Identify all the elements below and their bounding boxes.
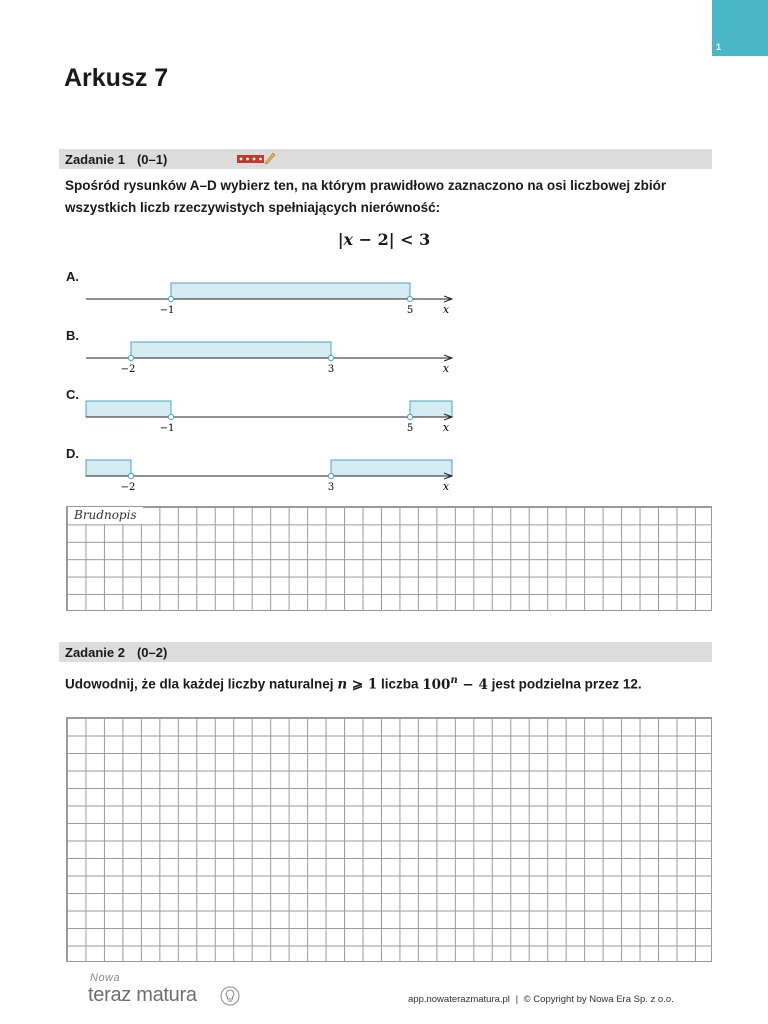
formula-variable: x: [343, 230, 354, 249]
scratch-label: Brudnopis: [68, 507, 143, 524]
formula-rest: − 2| < 3: [353, 230, 431, 249]
option-d-endpoint-left: [128, 473, 133, 478]
option-a-endpoint-left: [168, 296, 173, 301]
task2-text-before: Udowodnij, że dla każdej liczby naturalnej: [65, 676, 338, 692]
task2-points: (0–2): [136, 645, 168, 660]
option-b-number-line[interactable]: [86, 339, 458, 383]
option-b-tick-right: 3: [327, 364, 335, 375]
footer-url[interactable]: app.nowaterazmatura.pl: [408, 994, 510, 1005]
task2-math-n: n ⩾ 1: [337, 676, 378, 693]
option-c-endpoint-left: [168, 414, 173, 419]
task1-points: (0–1): [136, 152, 168, 167]
option-d-number-line[interactable]: [86, 457, 458, 501]
sheet-title: Arkusz 7: [64, 64, 169, 92]
option-c-number-line[interactable]: [86, 398, 458, 442]
task1-text-line2: wszystkich liczb rzeczywistych spełniających nierówność:: [65, 200, 441, 215]
footer-separator: |: [515, 994, 519, 1005]
option-b-label[interactable]: B.: [66, 328, 79, 343]
task2-text: [65, 668, 642, 696]
lightbulb-icon: [220, 986, 240, 1006]
footer-text: [408, 994, 674, 1005]
option-a-shaded-interval: [171, 283, 410, 299]
option-c-label[interactable]: C.: [66, 387, 79, 402]
option-b-shaded-interval: [131, 342, 331, 358]
task2-header: [59, 642, 712, 662]
option-d-endpoint-right: [328, 473, 333, 478]
option-d-tick-left: −2: [120, 482, 136, 493]
page-number: 1: [716, 42, 722, 52]
footer-logo: [88, 972, 248, 1012]
task1-formula: [0, 230, 768, 249]
task2-math-expression: $100^n - 4$: [422, 675, 488, 693]
option-a-label[interactable]: A.: [66, 269, 79, 284]
option-b-axis-label: x: [442, 362, 450, 375]
option-a-number-line[interactable]: [86, 280, 458, 324]
option-d-shaded-right: [331, 460, 452, 476]
task2-heading: Zadanie 2: [65, 645, 125, 660]
option-b-endpoint-right: [328, 355, 333, 360]
option-c-tick-left: −1: [159, 423, 175, 434]
option-b-endpoint-left: [128, 355, 133, 360]
task1-header: [59, 149, 712, 169]
option-d-label[interactable]: D.: [66, 446, 79, 461]
task2-text-middle: liczba: [377, 676, 423, 692]
task1-heading: Zadanie 1: [65, 152, 125, 167]
task1-text-line1: Spośród rysunków A–D wybierz ten, na którym prawidłowo zaznaczono na osi liczbowej zbiór: [65, 178, 667, 193]
option-d-shaded-left: [86, 460, 131, 476]
option-d-axis-label: x: [442, 480, 450, 493]
option-a-tick-right: 5: [406, 305, 414, 316]
footer-copyright: © Copyright by Nowa Era Sp. z o.o.: [523, 994, 674, 1005]
task1-text: [65, 175, 666, 219]
logo-main-text: teraz matura: [88, 984, 197, 1006]
option-a-tick-left: −1: [159, 305, 175, 316]
task2-text-after: jest podzielna przez 12.: [487, 676, 642, 692]
option-c-shaded-left: [86, 401, 171, 417]
option-c-endpoint-right: [407, 414, 412, 419]
option-a-axis-label: x: [442, 303, 450, 316]
logo-small-text: Nowa: [90, 972, 121, 984]
option-c-tick-right: 5: [406, 423, 414, 434]
page-number-tab: [712, 0, 768, 56]
difficulty-stars-pencil-icon: [237, 152, 275, 164]
option-b-tick-left: −2: [120, 364, 136, 375]
answer-grid-task2[interactable]: [66, 717, 712, 962]
option-a-endpoint-right: [407, 296, 412, 301]
formula-abs-left: |: [337, 230, 344, 249]
option-d-tick-right: 3: [327, 482, 335, 493]
scratch-grid-task1[interactable]: [66, 506, 712, 611]
option-c-axis-label: x: [442, 421, 450, 434]
